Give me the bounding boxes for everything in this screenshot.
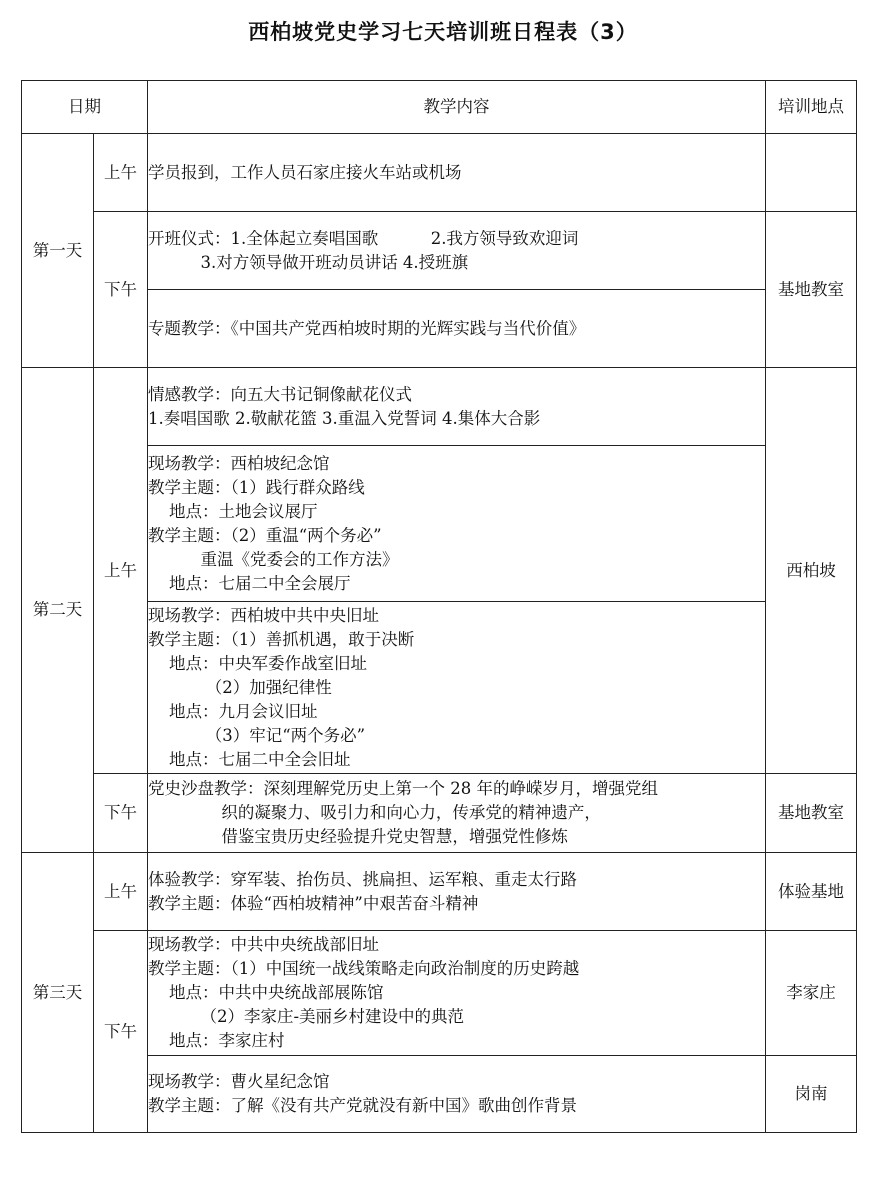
table-row [22,774,857,853]
page-title: 西柏坡党史学习七天培训班日程表（3） [248,20,638,44]
content-line: 学员报到，工作人员石家庄接火车站或机场 [148,162,462,182]
content-line: 地点：中央军委作战室旧址 [148,653,367,673]
content-line: 情感教学：向五大书记铜像献花仪式 [148,384,412,404]
day-1-label: 第一天 [22,134,94,368]
table-row [22,368,857,446]
header-date: 日期 [22,81,148,134]
content-line: 教学主题：（2）重温“两个务必” [148,525,382,545]
content-line: 开班仪式：1.全体起立奏唱国歌 2.我方领导致欢迎词 [148,228,579,248]
content-line: （3）牢记“两个务必” [148,725,366,745]
table-row [22,212,857,290]
header-content: 教学内容 [148,81,766,134]
content-cell [148,212,766,290]
header-location: 培训地点 [766,81,857,134]
content-line: 现场教学：西柏坡中共中央旧址 [148,605,379,625]
content-cell [148,853,766,931]
content-cell [148,368,766,446]
content-line: 教学主题：（1）践行群众路线 [148,477,365,497]
content-line: 3.对方领导做开班动员讲话 4.授班旗 [148,252,469,272]
content-line: 教学主题：（1）善抓机遇，敢于决断 [148,629,415,649]
period-am: 上午 [94,368,148,774]
content-line: 党史沙盘教学：深刻理解党历史上第一个 28 年的峥嵘岁月，增强党组 [148,779,658,798]
table-row [22,290,857,368]
content-line: （2）李家庄-美丽乡村建设中的典范 [148,1007,465,1026]
location-cell: 李家庄 [766,931,857,1056]
content-line: 地点：土地会议展厅 [148,501,318,521]
header-row [22,81,857,134]
content-line: 现场教学：中共中央统战部旧址 [148,935,379,954]
table-row [22,1056,857,1133]
table-row [22,853,857,931]
content-line: 教学主题：体验“西柏坡精神”中艰苦奋斗精神 [148,893,479,913]
content-line: 地点：九月会议旧址 [148,701,318,721]
content-line: 现场教学：西柏坡纪念馆 [148,453,330,473]
content-line: 教学主题：了解《没有共产党就没有新中国》歌曲创作背景 [148,1096,577,1115]
content-line: （2）加强纪律性 [148,677,332,697]
period-pm: 下午 [94,931,148,1133]
period-pm: 下午 [94,774,148,853]
content-line: 教学主题：（1）中国统一战线策略走向政治制度的历史跨越 [148,959,580,978]
location-cell: 西柏坡 [766,368,857,774]
content-line: 专题教学：《中国共产党西柏坡时期的光辉实践与当代价值》 [148,318,586,338]
period-am: 上午 [94,134,148,212]
period-am: 上午 [94,853,148,931]
content-cell [148,134,766,212]
content-cell [148,602,766,774]
content-line: 1.奏唱国歌 2.敬献花篮 3.重温入党誓词 4.集体大合影 [148,408,541,428]
content-line: 地点：七届二中全会展厅 [148,573,351,593]
content-cell [148,931,766,1056]
content-cell [148,290,766,368]
table-row [22,931,857,1056]
day-3-label: 第三天 [22,853,94,1133]
content-cell [148,446,766,602]
location-cell: 岗南 [766,1056,857,1133]
table-row [22,602,857,774]
content-line: 重温《党委会的工作方法》 [148,549,399,569]
content-line: 现场教学：曹火星纪念馆 [148,1072,330,1091]
table-row [22,134,857,212]
content-line: 地点：七届二中全会旧址 [148,749,351,769]
location-cell: 基地教室 [766,212,857,368]
content-line: 借鉴宝贵历史经验提升党史智慧，增强党性修炼 [148,827,568,846]
content-cell [148,1056,766,1133]
location-cell: 体验基地 [766,853,857,931]
content-line: 地点：李家庄村 [148,1031,285,1050]
table-row [22,446,857,602]
day-2-label: 第二天 [22,368,94,853]
content-line: 织的凝聚力、吸引力和向心力，传承党的精神遗产， [148,803,601,822]
location-empty [766,134,857,212]
location-cell: 基地教室 [766,774,857,853]
period-pm: 下午 [94,212,148,368]
content-line: 地点：中共中央统战部展陈馆 [148,983,384,1002]
content-cell [148,774,766,853]
schedule-table [21,80,857,1133]
content-line: 体验教学：穿军装、抬伤员、挑扁担、运军粮、重走太行路 [148,869,577,889]
